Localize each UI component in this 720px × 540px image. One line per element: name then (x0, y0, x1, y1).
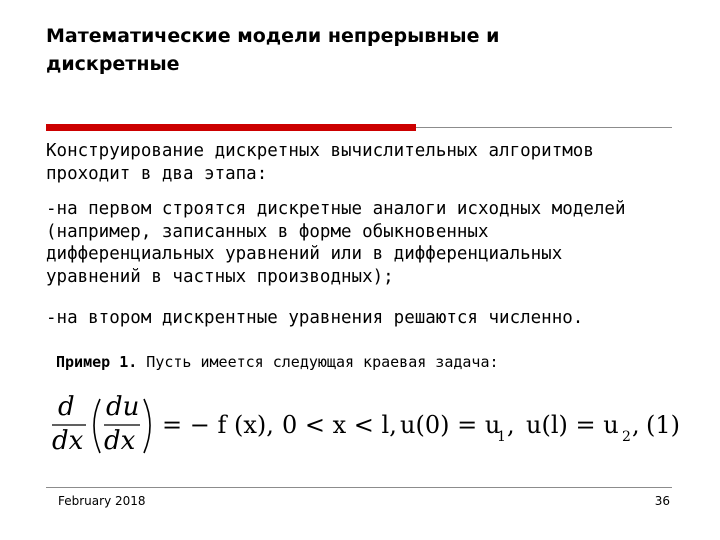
svg-text:,: , (507, 411, 515, 439)
formula-number: (1) (646, 411, 680, 439)
formula-left-boundary-sub: 1 (497, 429, 506, 445)
footer-date: February 2018 (58, 494, 146, 508)
formula-left-boundary: u(0) = u (400, 411, 501, 439)
formula-dx-inner: dx (104, 426, 136, 456)
formula-d: d (58, 393, 75, 422)
formula-dx-outer: dx (52, 426, 84, 456)
page-number: 36 (654, 494, 670, 508)
svg-text:,: , (632, 411, 640, 439)
stage-one-paragraph: -на первом строятся дискретные аналоги исходных моделей (например, записанных в форме обыкновенных дифференциальных уравнений или в дифференциальных уравнений в частных производных); (46, 199, 626, 287)
example-text: Пусть имеется следующая краевая задача: (137, 353, 499, 371)
formula-right-paren (144, 399, 150, 453)
example-label: Пример 1. (56, 353, 138, 371)
formula-domain: 0 < x < l, (282, 411, 397, 439)
formula-du: du (106, 393, 140, 422)
footer-divider (46, 487, 672, 488)
formula-rhs: = − f (x), (162, 411, 274, 439)
boundary-value-formula (48, 393, 688, 463)
formula-left-paren (94, 399, 100, 453)
stage-two-paragraph: -на втором дискрентные уравнения решаются численно. (46, 308, 584, 328)
title-underline-accent (46, 124, 416, 131)
intro-paragraph: Конструирование дискретных вычислительных алгоритмов проходит в два этапа: (46, 141, 594, 184)
formula-right-boundary-sub: 2 (622, 429, 631, 445)
formula-right-boundary: u(l) = u (526, 411, 619, 439)
slide-title: Математические модели непрерывные и дискретные (46, 25, 500, 75)
title-underline-thin (416, 127, 672, 128)
example-heading (56, 352, 499, 372)
